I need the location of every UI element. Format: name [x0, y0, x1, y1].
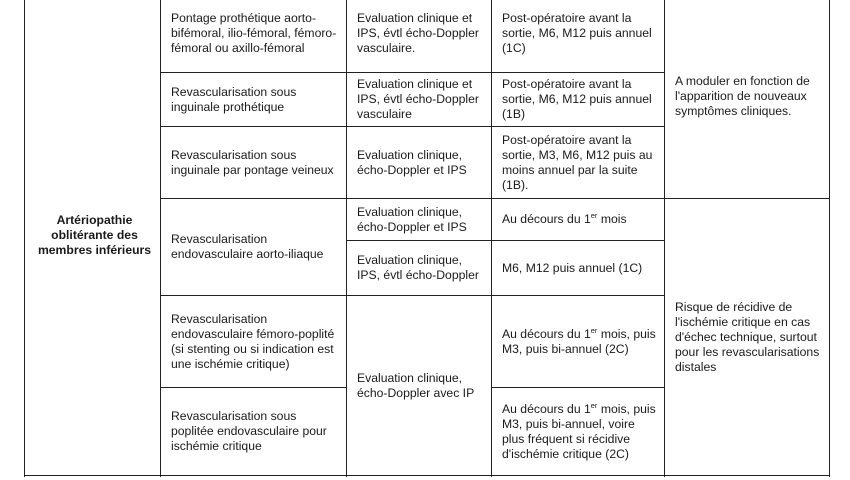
frequency-cell [492, 388, 665, 476]
frequency-cell: Post-opératoire avant la sortie, M6, M12 puis annuel (1C) [492, 0, 665, 73]
ordinal-superscript: er [590, 325, 598, 335]
frequency-text: Au décours du 1 [502, 326, 591, 341]
frequency-cell: M6, M12 puis annuel (1C) [492, 241, 665, 296]
surveillance-cell: Evaluation clinique et IPS, évtl écho-Doppler vasculaire. [347, 0, 492, 73]
frequency-cell [492, 296, 665, 388]
surveillance-cell-shared: Evaluation clinique, écho-Doppler avec IP [347, 296, 492, 476]
frequency-cell: Post-opératoire avant la sortie, M3, M6, M12 puis au moins annuel par la suite (1B). [492, 127, 665, 199]
comment-cell-surgical: A moduler en fonction de l'apparition de nouveaux symptômes cliniques. [665, 0, 830, 199]
surveillance-cell: Evaluation clinique et IPS, évtl écho-Doppler vasculaire [347, 73, 492, 127]
pathology-label: Artériopathie oblitérante des membres inférieurs [25, 0, 161, 476]
ordinal-superscript: er [590, 210, 598, 220]
procedure-cell: Revascularisation endovasculaire fémoro-poplité (si stenting ou si indication est une ischémie critique) [161, 296, 347, 388]
procedure-cell: Revascularisation sous inguinale prothétique [161, 73, 347, 127]
frequency-text: mois [597, 212, 627, 226]
surveillance-cell: Evaluation clinique, IPS, évtl écho-Doppler [347, 241, 492, 296]
procedure-cell: Pontage prothétique aorto-bifémoral, ilio-fémoral, fémoro-fémoral ou axillo-fémoral [161, 0, 347, 73]
procedure-cell: Revascularisation sous inguinale par pontage veineux [161, 127, 347, 199]
procedure-cell: Revascularisation endovasculaire aorto-iliaque [161, 199, 347, 296]
surveillance-cell: Evaluation clinique, écho-Doppler et IPS [347, 199, 492, 241]
frequency-cell: Post-opératoire avant la sortie, M6, M12 puis annuel (1B) [492, 73, 665, 127]
frequency-text: Au décours du 1 [502, 212, 591, 226]
procedure-cell: Revascularisation sous poplitée endovasculaire pour ischémie critique [161, 388, 347, 476]
frequency-text: Au décours du 1 [502, 401, 591, 416]
comment-cell-endovascular: Risque de récidive de l'ischémie critique en cas d'échec technique, surtout pour les revascularisations distales [665, 199, 830, 476]
frequency-text: mois, puis M3, puis bi-annuel (2C) [502, 326, 656, 356]
ordinal-superscript: er [590, 400, 598, 410]
frequency-text: mois, puis M3, puis bi-annuel, voire plus fréquent si récidive d'ischémie critique (2C) [502, 401, 656, 461]
frequency-cell [492, 199, 665, 241]
recommendations-table [24, 0, 830, 476]
surveillance-cell: Evaluation clinique, écho-Doppler et IPS [347, 127, 492, 199]
